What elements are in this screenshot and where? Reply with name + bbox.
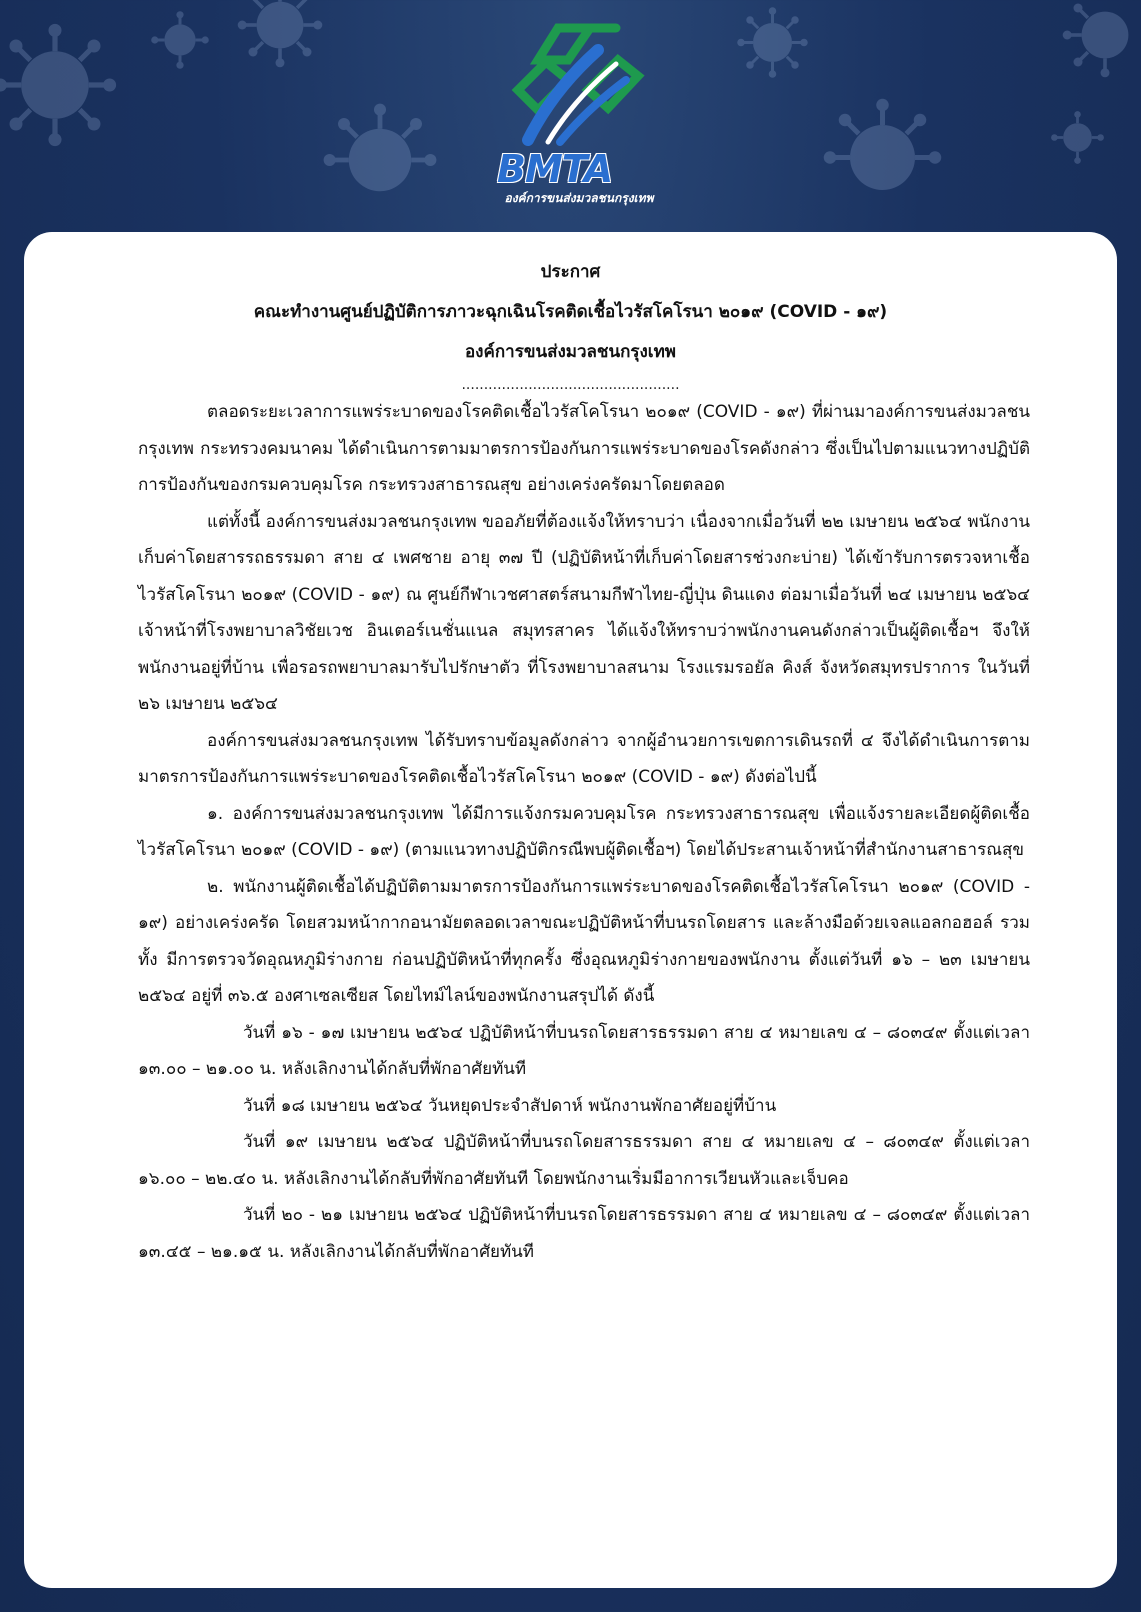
announcement-committee: คณะทำงานศูนย์ปฏิบัติการภาวะฉุกเฉินโรคติดเชื้อไวรัสโคโรนา ๒๐๑๙ (COVID - ๑๙) <box>253 302 888 322</box>
announcement-header <box>24 252 1117 392</box>
paragraph: ๑. องค์การขนส่งมวลชนกรุงเทพ ได้มีการแจ้งกรมควบคุมโรค กระทรวงสาธารณสุข เพื่อแจ้งรายละเอียดผู้ติดเชื้อไวรัสโคโรนา ๒๐๑๙ (COVID - ๑๙) (ตามแนวทางปฏิบัติกรณีพบผู้ติดเชื้อฯ) โดยได้ประสานเจ้าหน้าที่สำนักงานสาธารณสุข <box>138 803 1030 860</box>
virus-icon <box>150 10 210 70</box>
virus-icon <box>1060 0 1141 80</box>
paragraph: ตลอดระยะเวลาการแพร่ระบาดของโรคติดเชื้อไวรัสโคโรนา ๒๐๑๙ (COVID - ๑๙) ที่ผ่านมาองค์การขนส่งมวลชนกรุงเทพ กระทรวงคมนาคม ได้ดำเนินการตามมาตรการป้องกันการแพร่ระบาดของโรคดังกล่าว ซึ่งเป็นไปตามแนวทางปฏิบัติการป้องกันของกรมควบคุมโรค กระทรวงสาธารณสุข อย่างเคร่งครัดมาโดยตลอด <box>138 402 1030 495</box>
announcement-title: ประกาศ <box>540 262 601 282</box>
header-divider: ................................................. <box>461 377 680 393</box>
announcement-body <box>138 394 1030 1270</box>
bmta-logo-icon <box>498 20 648 150</box>
announcement-organization: องค์การขนส่งมวลชนกรุงเทพ <box>464 342 677 362</box>
virus-icon <box>820 95 945 220</box>
timeline-entry: วันที่ ๑๙ เมษายน ๒๕๖๔ ปฏิบัติหน้าที่บนรถโดยสารธรรมดา สาย ๔ หมายเลข ๔ – ๘๐๓๔๙ ตั้งแต่เวลา ๑๖.๐๐ – ๒๒.๔๐ น. หลังเลิกงานได้กลับที่พักอาศัยทันที โดยพนักงานเริ่มมีอาการเวียนหัวและเจ็บคอ <box>138 1132 1030 1189</box>
virus-icon <box>235 0 325 70</box>
paragraph: องค์การขนส่งมวลชนกรุงเทพ ได้รับทราบข้อมูลดังกล่าว จากผู้อำนวยการเขตการเดินรถที่ ๔ จึงได้ดำเนินการตามมาตรการป้องกันการแพร่ระบาดของโรคติดเชื้อไวรัสโคโรนา ๒๐๑๙ (COVID - ๑๙) ดังต่อไปนี้ <box>138 730 1030 787</box>
brand-subtitle: องค์การขนส่งมวลชนกรุงเทพ <box>504 191 654 205</box>
timeline-entry: วันที่ ๑๖ - ๑๗ เมษายน ๒๕๖๔ ปฏิบัติหน้าที่บนรถโดยสารธรรมดา สาย ๔ หมายเลข ๔ – ๘๐๓๔๙ ตั้งแต่เวลา ๑๓.๐๐ – ๒๑.๐๐ น. หลังเลิกงานได้กลับที่พักอาศัยทันที <box>138 1022 1030 1079</box>
paragraph: ๒. พนักงานผู้ติดเชื้อได้ปฏิบัติตามมาตรการป้องกันการแพร่ระบาดของโรคติดเชื้อไวรัสโคโรนา ๒๐๑๙ (COVID - ๑๙) อย่างเคร่งครัด โดยสวมหน้ากากอนามัยตลอดเวลาขณะปฏิบัติหน้าที่บนรถโดยสาร และล้างมือด้วยเจลแอลกอฮอล์ รวมทั้ง มีการตรวจวัดอุณหภูมิร่างกาย ก่อนปฏิบัติหน้าที่ทุกครั้ง ซึ่งอุณหภูมิร่างกายของพนักงาน ตั้งแต่วันที่ ๑๖ – ๒๓ เมษายน ๒๕๖๔ อยู่ที่ ๓๖.๕ องศาเซลเซียส โดยไทม์ไลน์ของพนักงานสรุปได้ ดังนี้ <box>138 876 1030 1006</box>
brand-name: BMTA <box>497 147 613 191</box>
virus-icon <box>320 100 440 220</box>
virus-icon <box>1050 110 1105 165</box>
virus-icon <box>735 5 810 80</box>
timeline-entry: วันที่ ๒๐ - ๒๑ เมษายน ๒๕๖๔ ปฏิบัติหน้าที่บนรถโดยสารธรรมดา สาย ๔ หมายเลข ๔ – ๘๐๓๔๙ ตั้งแต่เวลา ๑๓.๔๕ – ๒๑.๑๕ น. หลังเลิกงานได้กลับที่พักอาศัยทันที <box>138 1205 1030 1262</box>
virus-icon <box>0 20 120 150</box>
timeline-entry: วันที่ ๑๘ เมษายน ๒๕๖๔ วันหยุดประจำสัปดาห์ พนักงานพักอาศัยอยู่ที่บ้าน <box>243 1095 777 1116</box>
announcement-card <box>24 232 1117 1588</box>
paragraph: แต่ทั้งนี้ องค์การขนส่งมวลชนกรุงเทพ ขออภัยที่ต้องแจ้งให้ทราบว่า เนื่องจากเมื่อวันที่ ๒๒ เมษายน ๒๕๖๔ พนักงานเก็บค่าโดยสารรถธรรมดา สาย ๔ เพศชาย อายุ ๓๗ ปี (ปฏิบัติหน้าที่เก็บค่าโดยสารช่วงกะบ่าย) ได้เข้ารับการตรวจหาเชื้อไวรัสโคโรนา ๒๐๑๙ (COVID - ๑๙) ณ ศูนย์กีฬาเวชศาสตร์สนามกีฬาไทย-ญี่ปุ่น ดินแดง ต่อมาเมื่อวันที่ ๒๔ เมษายน ๒๕๖๔ เจ้าหน้าที่โรงพยาบาลวิชัยเวช อินเตอร์เนชั่นแนล สมุทรสาคร ได้แจ้งให้ทราบว่าพนักงานคนดังกล่าวเป็นผู้ติดเชื้อฯ จึงให้พนักงานอยู่ที่บ้าน เพื่อรอรถพยาบาลมารับไปรักษาตัว ที่โรงพยาบาลสนาม โรงแรมรอยัล คิงส์ จังหวัดสมุทรปราการ ในวันที่ ๒๖ เมษายน ๒๕๖๔ <box>138 511 1030 714</box>
